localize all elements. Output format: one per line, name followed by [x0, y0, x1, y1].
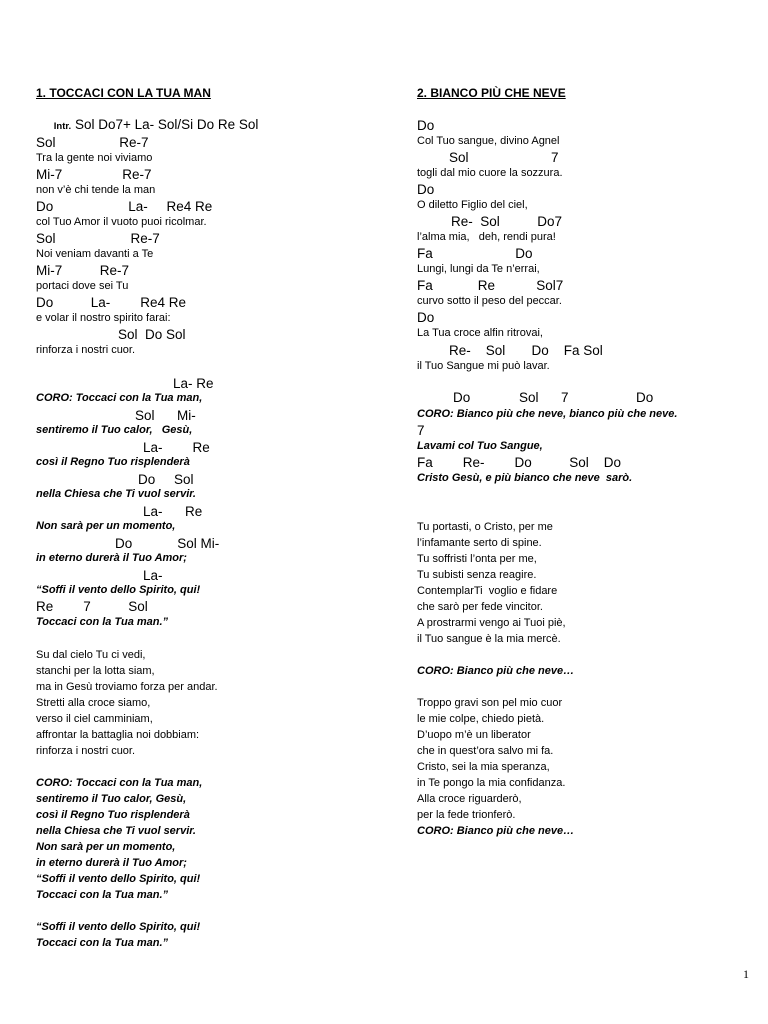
chord-line: La- Re: [143, 440, 210, 455]
chorus-lyric-line: CORO: Bianco più che neve, bianco più che neve.: [417, 408, 678, 420]
lyric-line: ContemplarTi voglio e fidare: [417, 585, 558, 597]
lyric-line: Alla croce riguarderò,: [417, 793, 522, 805]
lyric-line: Lungi, lungi da Te n’errai,: [417, 263, 540, 275]
chord-line: Do Sol 7 Do: [453, 390, 654, 405]
lyric-line: O diletto Figlio del ciel,: [417, 199, 528, 211]
chord-line: Do: [417, 182, 435, 197]
chord-line: Sol Mi-: [135, 408, 196, 423]
chord-line: Do La- Re4 Re: [36, 199, 213, 214]
page-number: 1: [743, 967, 749, 981]
lyric-line: D’uopo m’è un liberator: [417, 729, 531, 741]
chorus-lyric-line: in eterno durerà il Tuo Amor;: [36, 552, 187, 564]
chord-line: Fa Re- Do Sol Do: [417, 455, 622, 470]
chord-line: Do Sol: [138, 472, 194, 487]
lyric-line: per la fede trionferò.: [417, 809, 516, 821]
lyric-line: il Tuo Sangue mi può lavar.: [417, 360, 550, 372]
chord-line: Sol Re-7: [36, 135, 149, 150]
lyric-line: ma in Gesù troviamo forza per andar.: [36, 681, 218, 693]
chord-line: Do La- Re4 Re: [36, 295, 187, 310]
lyric-line: Cristo, sei la mia speranza,: [417, 761, 550, 773]
chorus-lyric-line: Lavami col Tuo Sangue,: [417, 440, 543, 452]
lyric-line: Tra la gente noi viviamo: [36, 152, 153, 164]
lyric-line: che in quest’ora salvo mi fa.: [417, 745, 554, 757]
chorus-lyric-line: “Soffi il vento dello Spirito, qui!: [36, 873, 201, 885]
lyric-line: Tu portasti, o Cristo, per me: [417, 521, 553, 533]
chord-line: Mi-7 Re-7: [36, 167, 152, 182]
chord-line: Sol Re-7: [36, 231, 160, 246]
lyric-line: col Tuo Amor il vuoto puoi ricolmar.: [36, 216, 207, 228]
lyric-line: A prostrarmi vengo ai Tuoi piè,: [417, 617, 566, 629]
chord-line: Do: [417, 118, 435, 133]
lyric-line: rinforza i nostri cuor.: [36, 344, 136, 356]
chorus-lyric-line: così il Regno Tuo risplenderà: [36, 809, 190, 821]
lyric-line: Troppo gravi son pel mio cuor: [417, 697, 563, 709]
chord-line: 7: [417, 423, 425, 438]
lyric-line: Stretti alla croce siamo,: [36, 697, 151, 709]
chorus-lyric-line: nella Chiesa che Ti vuol servir.: [36, 488, 196, 500]
lyric-line: stanchi per la lotta siam,: [36, 665, 155, 677]
intro-label: Intr.: [53, 121, 72, 132]
lyric-line: il Tuo sangue è la mia mercè.: [417, 633, 561, 645]
chord-line: Fa Do: [417, 246, 533, 261]
lyric-line: curvo sotto il peso del peccar.: [417, 295, 562, 307]
lyric-line: non v’è chi tende la man: [36, 184, 156, 196]
chorus-lyric-line: “Soffi il vento dello Spirito, qui!: [36, 584, 201, 596]
chorus-lyric-line: CORO: Bianco più che neve…: [417, 665, 575, 677]
chorus-lyric-line: nella Chiesa che Ti vuol servir.: [36, 825, 196, 837]
lyric-line: Tu soffristi l’onta per me,: [417, 553, 537, 565]
chorus-lyric-line: Non sarà per un momento,: [36, 520, 176, 532]
song-1-title: 1. TOCCACI CON LA TUA MAN: [36, 86, 211, 100]
chord-line: Re 7 Sol: [36, 599, 148, 614]
lyric-line: e volar il nostro spirito farai:: [36, 312, 171, 324]
chorus-lyric-line: Toccaci con la Tua man.”: [36, 937, 169, 949]
lyric-line: verso il ciel camminiam,: [36, 713, 153, 725]
lyric-line: Noi veniam davanti a Te: [36, 248, 154, 260]
chorus-lyric-line: in eterno durerà il Tuo Amor;: [36, 857, 187, 869]
lyric-line: Col Tuo sangue, divino Agnel: [417, 135, 560, 147]
song-2-title: 2. BIANCO PIÙ CHE NEVE: [417, 86, 566, 100]
chorus-lyric-line: Cristo Gesù, e più bianco che neve sarò.: [417, 472, 633, 484]
chorus-lyric-line: CORO: Toccaci con la Tua man,: [36, 392, 203, 404]
chorus-lyric-line: CORO: Bianco più che neve…: [417, 825, 575, 837]
chord-line: Do: [417, 310, 435, 325]
lyric-line: Su dal cielo Tu ci vedi,: [36, 649, 146, 661]
chorus-lyric-line: sentiremo il Tuo calor, Gesù,: [36, 424, 193, 436]
lyric-line: affrontar la battaglia noi dobbiam:: [36, 729, 200, 741]
lyric-line: le mie colpe, chiedo pietà.: [417, 713, 545, 725]
chord-line: La- Re: [143, 504, 203, 519]
lyric-line: rinforza i nostri cuor.: [36, 745, 136, 757]
lyric-line: l’infamante serto di spine.: [417, 537, 542, 549]
chord-line: La-: [143, 568, 163, 583]
chorus-lyric-line: così il Regno Tuo risplenderà: [36, 456, 190, 468]
chord-line: Fa Re Sol7: [417, 278, 564, 293]
chord-line: Re- Sol Do Fa Sol: [449, 343, 603, 358]
lyric-line: Tu subisti senza reagire.: [417, 569, 537, 581]
chorus-lyric-line: CORO: Toccaci con la Tua man,: [36, 777, 203, 789]
chorus-lyric-line: Non sarà per un momento,: [36, 841, 176, 853]
chorus-lyric-line: “Soffi il vento dello Spirito, qui!: [36, 921, 201, 933]
intro-chords: Sol Do7+ La- Sol/Si Do Re Sol: [71, 117, 259, 132]
lyric-line: in Te pongo la mia confidanza.: [417, 777, 566, 789]
lyric-line: portaci dove sei Tu: [36, 280, 129, 292]
chorus-lyric-line: Toccaci con la Tua man.”: [36, 616, 169, 628]
chord-line: Sol Do Sol: [118, 327, 186, 342]
lyric-line: La Tua croce alfin ritrovai,: [417, 327, 543, 339]
chorus-lyric-line: Toccaci con la Tua man.”: [36, 889, 169, 901]
lyric-line: l’alma mia, deh, rendi pura!: [417, 231, 556, 243]
lyric-line: che sarò per fede vincitor.: [417, 601, 543, 613]
chord-line: La- Re: [173, 376, 214, 391]
lyric-line: togli dal mio cuore la sozzura.: [417, 167, 563, 179]
chord-line: Sol 7: [449, 150, 559, 165]
chord-line: Mi-7 Re-7: [36, 263, 130, 278]
chord-line: Re- Sol Do7: [451, 214, 563, 229]
chorus-lyric-line: sentiremo il Tuo calor, Gesù,: [36, 793, 187, 805]
chord-line: Do Sol Mi-: [115, 536, 220, 551]
